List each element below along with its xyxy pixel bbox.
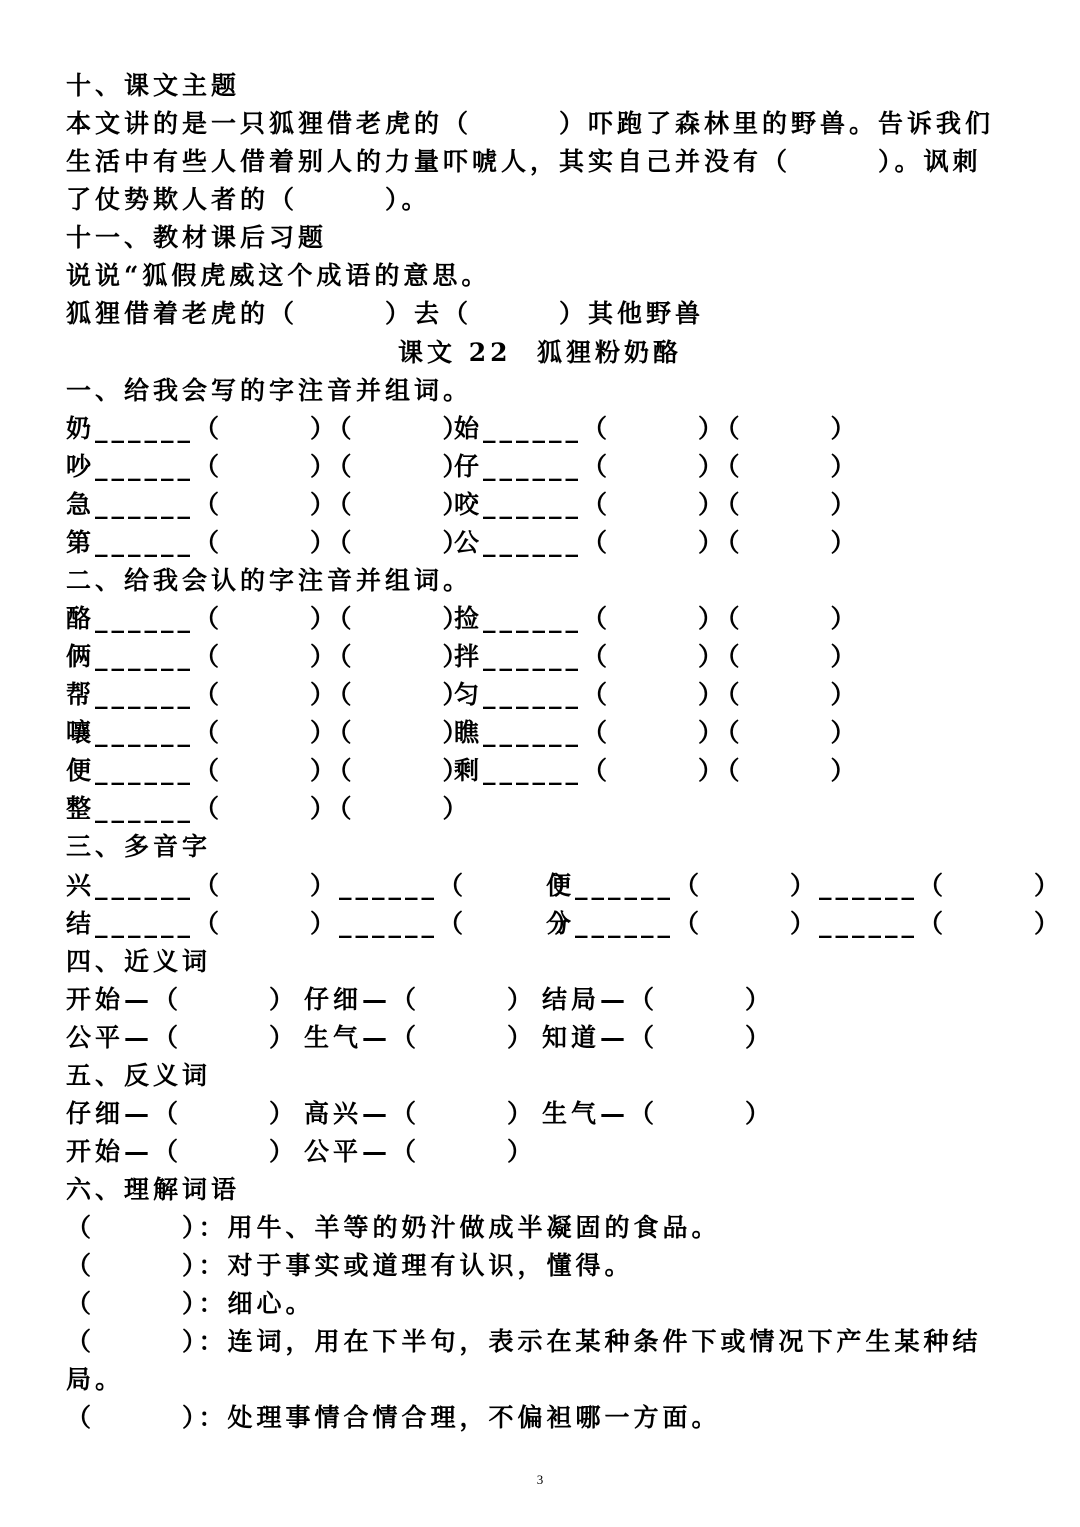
polyphone-row (66, 907, 1064, 941)
section-10-line-2: 生活中有些人借着别人的力量吓唬人，其实自己并没有（ ）。讽刺 (66, 147, 982, 176)
antonym-entry: 公平—（ ） (304, 1137, 537, 1166)
antonym-entry: 开始—（ ） (66, 1137, 299, 1166)
section-11-heading: 十一、教材课后习题 (66, 223, 328, 252)
definition-item: （ ）：对于事实或道理有认识，懂得。 (66, 1251, 634, 1280)
section-10-line-1: 本文讲的是一只狐狸借老虎的（ ）吓跑了森林里的野兽。告诉我们 (66, 109, 995, 138)
char-entry: 拌______（ ）（ ） (454, 642, 860, 671)
section-11-question: 说说“狐假虎威这个成语的意思。 (66, 261, 491, 290)
char-entry: 嚷______（ ）（ ） (66, 718, 472, 747)
char-row (66, 716, 860, 750)
char-entry: 匀______（ ）（ ） (454, 680, 860, 709)
char-entry: 第______（ ）（ ） (66, 528, 472, 557)
char-entry: 奶______（ ）（ ） (66, 414, 472, 443)
definition-item-continued: 局。 (66, 1365, 125, 1394)
char-row (66, 792, 472, 826)
antonym-row (66, 1135, 537, 1169)
section-10-heading: 十、课文主题 (66, 71, 241, 100)
definition-item: （ ）：处理事情合情合理，不偏袒哪一方面。 (66, 1403, 721, 1432)
antonym-entry: 仔细—（ ） (66, 1099, 299, 1128)
section-10-line-3: 了仗势欺人者的（ ）。 (66, 185, 431, 214)
synonym-entry: 知道—（ ） (542, 1023, 775, 1052)
synonym-entry: 结局—（ ） (542, 985, 775, 1014)
char-entry: 咬______（ ）（ ） (454, 490, 860, 519)
section-1-heading: 一、给我会写的字注音并组词。 (66, 376, 473, 405)
char-entry: 剩______（ ）（ ） (454, 756, 860, 785)
definition-item: （ ）：连词，用在下半句，表示在某种条件下或情况下产生某种结 (66, 1327, 982, 1356)
char-row (66, 678, 860, 712)
char-row (66, 640, 860, 674)
char-entry: 吵______（ ）（ ） (66, 452, 472, 481)
char-entry: 仔______（ ）（ ） (454, 452, 860, 481)
synonym-entry: 生气—（ ） (304, 1023, 537, 1052)
char-entry: 捡______（ ）（ ） (454, 604, 860, 633)
char-row (66, 488, 860, 522)
definition-item: （ ）：细心。 (66, 1289, 315, 1318)
char-row (66, 450, 860, 484)
antonym-row (66, 1097, 775, 1131)
antonym-entry: 高兴—（ ） (304, 1099, 537, 1128)
char-entry: 帮______（ ）（ ） (66, 680, 472, 709)
section-3-heading: 三、多音字 (66, 832, 212, 861)
char-entry: 俩______（ ）（ ） (66, 642, 472, 671)
char-row (66, 526, 860, 560)
polyphone-entry: 结______（ ）______（ ） (66, 909, 584, 938)
polyphone-entry: 兴______（ ）______（ ） (66, 871, 584, 900)
polyphone-row (66, 869, 1064, 903)
char-row (66, 754, 860, 788)
char-entry: 公______（ ）（ ） (454, 528, 860, 557)
lesson-title: 课文 22 狐狸粉奶酪 (398, 338, 682, 367)
char-entry: 便______（ ）（ ） (66, 756, 472, 785)
section-4-heading: 四、近义词 (66, 947, 212, 976)
polyphone-entry: 便______（ ）______（ ） (546, 871, 1064, 900)
definition-item: （ ）：用牛、羊等的奶汁做成半凝固的食品。 (66, 1213, 721, 1242)
section-2-heading: 二、给我会认的字注音并组词。 (66, 566, 473, 595)
section-5-heading: 五、反义词 (66, 1061, 212, 1090)
char-entry: 瞧______（ ）（ ） (454, 718, 860, 747)
antonym-entry: 生气—（ ） (542, 1099, 775, 1128)
page-number: 3 (536, 1472, 544, 1487)
char-entry: 酪______（ ）（ ） (66, 604, 472, 633)
synonym-row (66, 1021, 775, 1055)
char-entry: 急______（ ）（ ） (66, 490, 472, 519)
char-row (66, 602, 860, 636)
char-entry: 整______（ ）（ ） (66, 794, 472, 823)
char-entry: 始______（ ）（ ） (454, 414, 860, 443)
synonym-entry: 开始—（ ） (66, 985, 299, 1014)
polyphone-entry: 分______（ ）______（ ） (546, 909, 1064, 938)
synonym-entry: 公平—（ ） (66, 1023, 299, 1052)
section-11-answer: 狐狸借着老虎的（ ）去（ ）其他野兽 (66, 299, 705, 328)
synonym-row (66, 983, 775, 1017)
char-row (66, 412, 860, 446)
section-6-heading: 六、理解词语 (66, 1175, 241, 1204)
synonym-entry: 仔细—（ ） (304, 985, 537, 1014)
